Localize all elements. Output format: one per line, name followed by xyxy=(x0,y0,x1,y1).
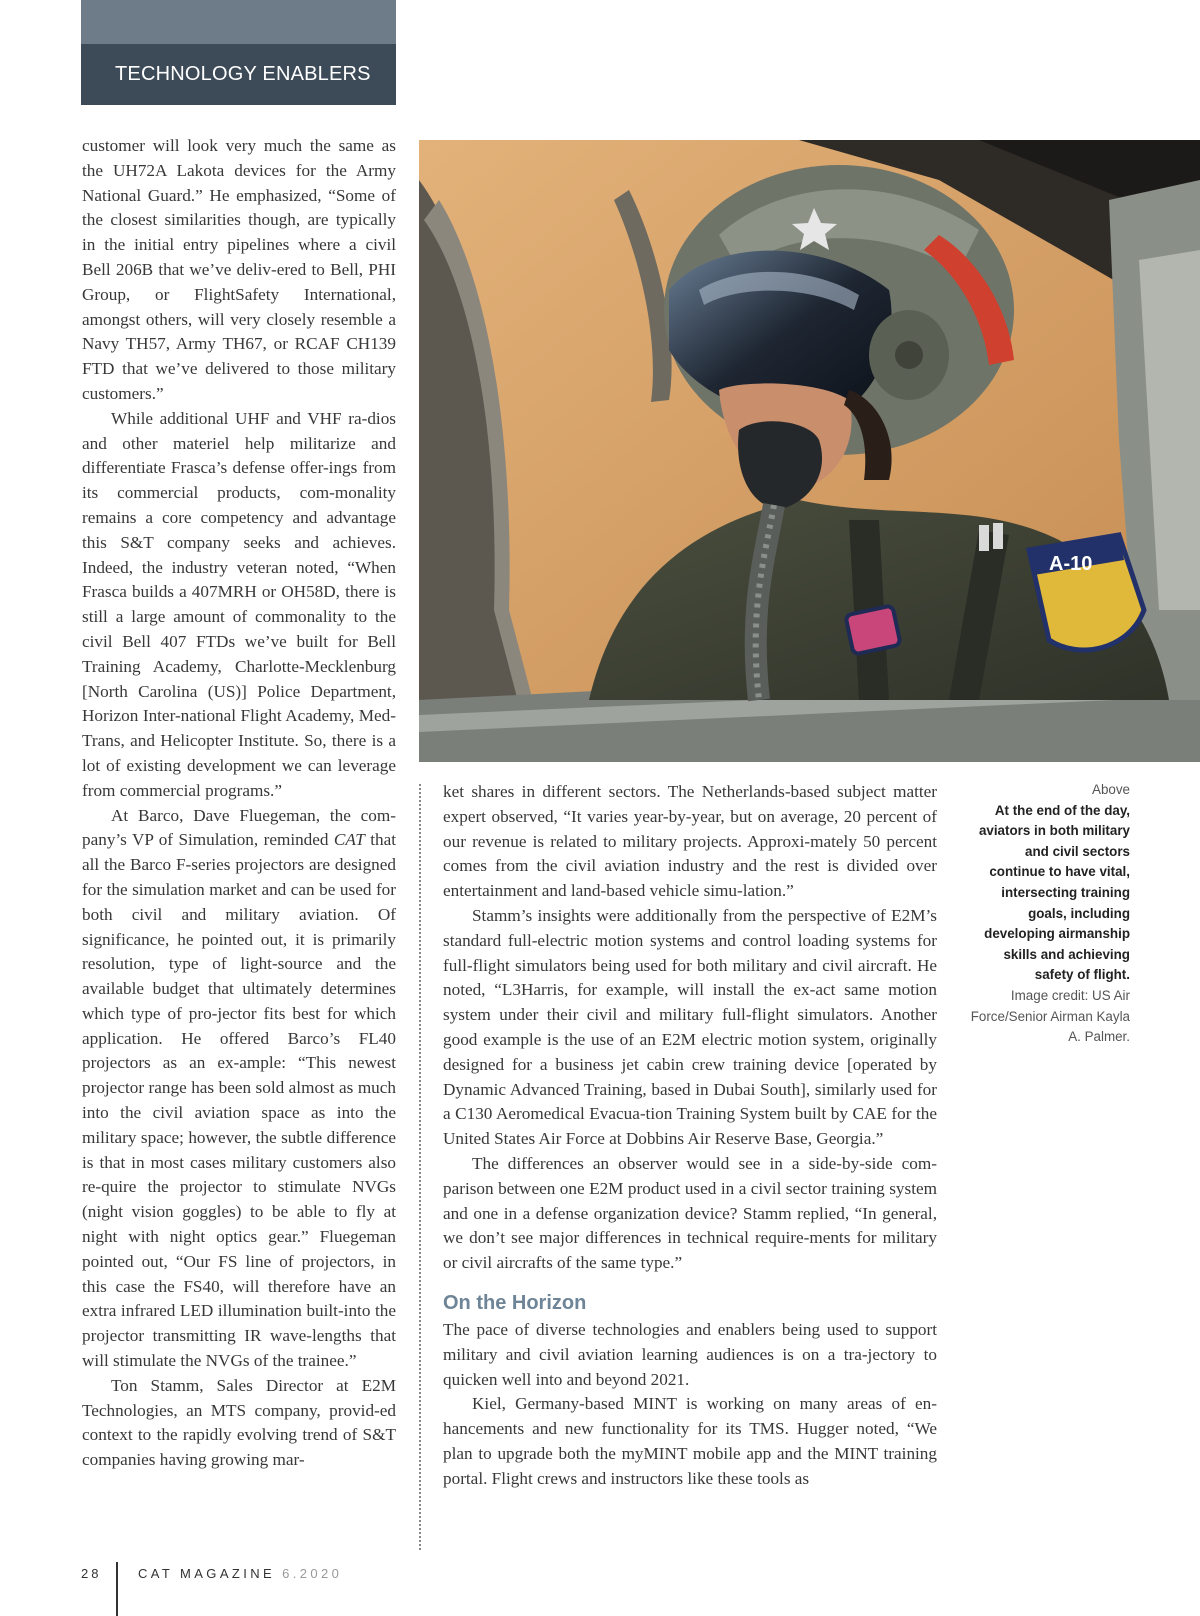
paragraph: Ton Stamm, Sales Director at E2M Technologies, an MTS company, provid-ed context to the rapidly evolving trend of S&T companies having growing mar- xyxy=(82,1375,396,1470)
paragraph: The differences an observer would see in a side-by-side com-parison between one E2M product used in a civil sector training system and one in a defense organization device? Stamm replied, “In general, we don’t see major differences in technical require-ments for military or civil aircrafts of the same type.” xyxy=(443,1153,937,1273)
paragraph: The pace of diverse technologies and enablers being used to support military and civil aviation learning audiences is on a tra-jectory to quicken well into and beyond 2021. xyxy=(443,1319,937,1389)
magazine-name: CAT MAGAZINE xyxy=(138,1566,276,1581)
paragraph: ket shares in different sectors. The Netherlands-based subject matter expert observed, “It varies year-by-year, but on average, 20 percent of our revenue is related to military projects. Approxi-mately 50 percent comes from the civil aviation industry and the rest is divided over entertainment and land-based vehicle simu-lation.” xyxy=(443,782,937,901)
pilot-photo-illustration xyxy=(419,140,1200,762)
paragraph-text: that all the Barco F-series projectors are designed for the simulation market and can be used for both civil and military aviation. Of significance, he pointed out, it is primarily resolution, type of light-source and the available budget that ultimately determines which type of pro-jector fits best for which application. He offered Barco’s FL40 projectors as an ex-ample: “This newest projector range has been sold almost as much into the civil aviation space as into the military space; however, the subtle difference is that in most cases military customers also re-quire the projector to stimulate NVGs (night vision goggles) to be able to fly at night with night optics gear.” Fluegeman pointed out, “Our FS line of projectors, in this case the FS40, will therefore have an extra infrared LED illumination built-into the projector transmitting IR wave-lengths that will stimulate the NVGs of the trainee.” xyxy=(82,830,396,1371)
caption-label: Above xyxy=(1092,782,1130,797)
article-column-left xyxy=(82,134,396,1473)
magazine-name-italic: CAT xyxy=(333,830,365,850)
section-tab xyxy=(81,0,396,105)
footer-magazine xyxy=(138,1566,342,1581)
section-title: TECHNOLOGY ENABLERS xyxy=(115,63,371,85)
patch-label: A-10 xyxy=(1049,553,1093,575)
caption-credit: Image credit: US Air Force/Senior Airman Kayla A. Palmer. xyxy=(970,987,1130,1045)
pilot-photo xyxy=(419,140,1200,762)
paragraph: Kiel, Germany-based MINT is working on many areas of en-hancements and new functionality for its TMS. Hugger noted, “We plan to upgrade both the myMINT mobile app and the MINT training portal. Flight crews and instructors like these tools as xyxy=(443,1394,937,1488)
issue-date: 6.2020 xyxy=(282,1566,343,1581)
paragraph: Stamm’s insights were additionally from the perspective of E2M’s standard full-electric motion systems and control loading systems for full-flight simulators being used for both military and civil aircraft. He noted, “L3Harris, for example, will install the ex-act same motion system under their civil and military full-flight simulators. Another good example is the use of an E2M electric motion system, originally designed for a business jet cabin crew training device [operated by Dynamic Advanced Training, based in Dubai South], similarly used for a C130 Aeromedical Evacua-tion Training System built by CAE for the United States Air Force at Dobbins Air Reserve Base, Georgia.” xyxy=(443,905,937,1149)
article-column-right xyxy=(443,780,937,1492)
page-number: 28 xyxy=(81,1566,102,1581)
paragraph: customer will look very much the same as the UH72A Lakota devices for the Army National Guard.” He emphasized, “Some of the closest similarities though, are typically in the initial entry pipelines where a civil Bell 206B that we’ve deliv-ered to Bell, PHI Group, or FlightSafety International, amongst others, will very closely resemble a Navy TH57, Army TH67, or RCAF CH139 FTD that we’ve delivered to those military customers.” xyxy=(82,136,396,403)
subheading: On the Horizon xyxy=(443,1291,587,1314)
column-divider xyxy=(419,784,421,1550)
photo-caption xyxy=(968,780,1130,1048)
paragraph xyxy=(82,804,396,1374)
caption-text: At the end of the day, aviators in both military and civil sectors continue to have vital, intersecting training goals, including developing airmanship skills and achieving safety of flight. xyxy=(978,802,1130,983)
paragraph: While additional UHF and VHF ra-dios and other materiel help militarize and differentiate Frasca’s defense offer-ings from its commercial products, com-monality remains a core competency and advantage this S&T company seeks and achieves. Indeed, the industry veteran noted, “When Frasca builds a 407MRH or OH58D, there is still a large amount of commonality to the civil Bell 407 FTDs we’ve built for Bell Training Academy, Charlotte-Mecklenburg [North Carolina (US)] Police Department, Horizon Inter-national Flight Academy, Med-Trans, and Helicopter Institute. So, there is a lot of existing development we can leverage from commercial programs.” xyxy=(82,408,396,800)
footer-divider xyxy=(116,1562,118,1616)
paragraph-text: At Barco, Dave Fluegeman, the com-pany’s VP of Simulation, reminded xyxy=(82,805,396,850)
